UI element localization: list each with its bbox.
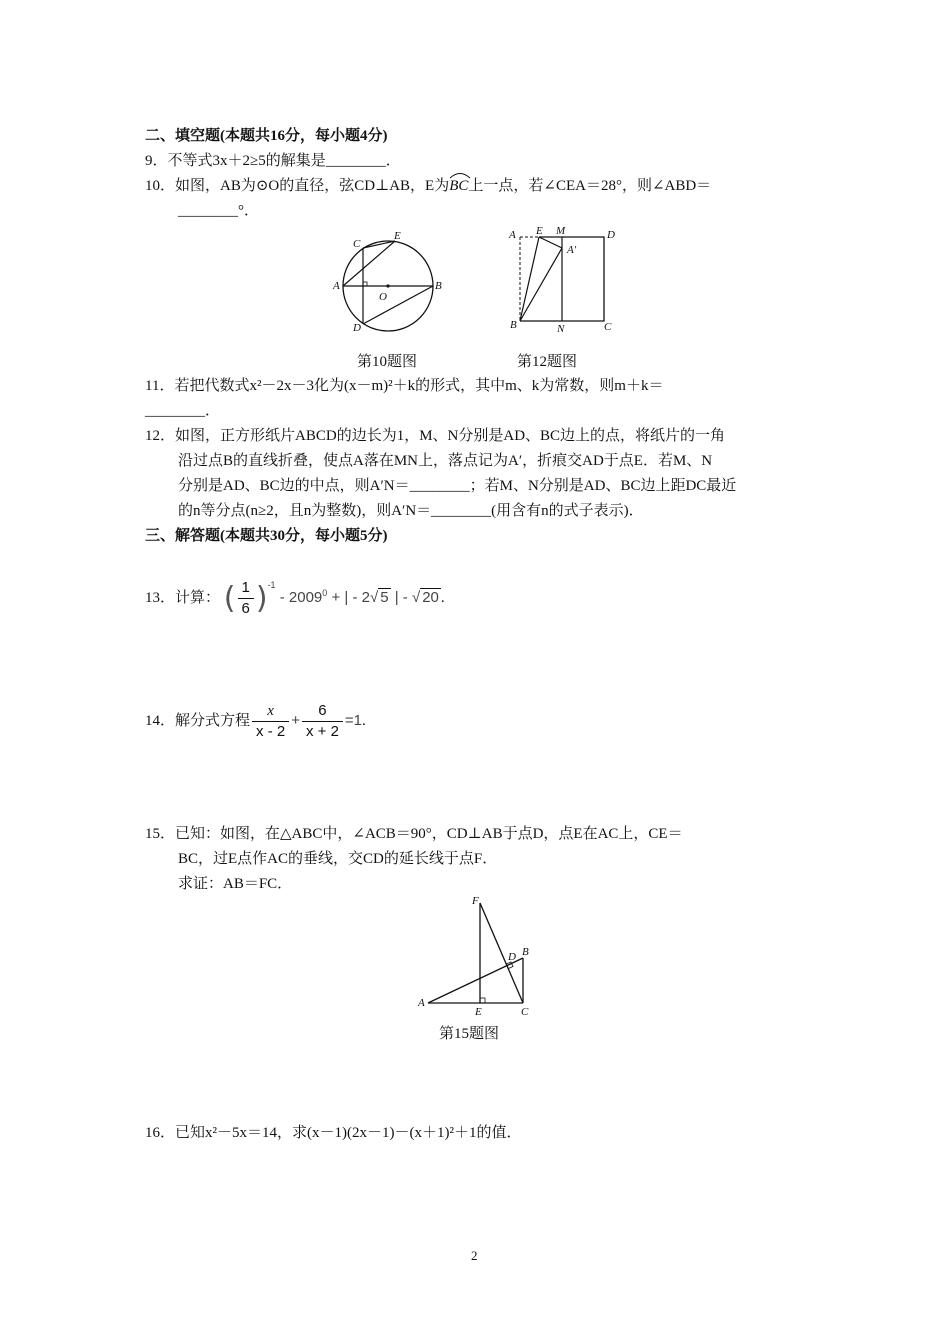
question-text: 不等式3x＋2≥5的解集是________． — [167, 153, 401, 169]
figure-12 — [505, 224, 623, 336]
expr-part-a: - 2009 — [275, 589, 323, 606]
question-number: 15． — [145, 826, 176, 842]
expr-end: . — [440, 590, 445, 606]
exponent: -1 — [267, 580, 276, 590]
plus-sign: + — [291, 712, 300, 729]
question-10 — [145, 174, 810, 198]
right-angle-mark — [363, 282, 367, 286]
question-text: 已知x²－5x＝14，求(x－1)(2x－1)－(x＋1)²＋1的值． — [175, 1125, 522, 1141]
segment-ea-prime — [539, 237, 562, 248]
caption-figure-12: 第12题图 — [517, 354, 578, 370]
caption-figure-15: 第15题图 — [439, 1026, 500, 1042]
expr-part-b: + | - 2 — [327, 589, 370, 606]
question-11-answer-line: ________． — [145, 403, 221, 419]
sqrt-icon: √ — [411, 589, 421, 606]
label-m: M — [556, 225, 566, 237]
sqrt-icon: √ — [369, 589, 379, 606]
equals-one: =1 — [344, 712, 363, 729]
page-number: 2 — [471, 1248, 478, 1263]
question-text: 如图，AB为⊙O的直径，弦CD⊥AB，E为 — [175, 178, 450, 194]
question-number: 16． — [145, 1125, 176, 1141]
segment-ba-prime — [520, 248, 562, 321]
question-text-cont: 上一点，若∠CEA＝28°，则∠ABD＝ — [468, 178, 712, 194]
question-number: 14． — [145, 713, 176, 729]
label-b: B — [435, 280, 442, 292]
question-12-line-2: 沿过点B的直线折叠，使点A落在MN上，落点记为A′，折痕交AD于点E．若M、N — [178, 453, 713, 469]
question-13 — [145, 562, 810, 621]
radicand-20: 20 — [422, 589, 439, 606]
label-a-prime: A′ — [567, 244, 577, 256]
label-d: D — [353, 322, 361, 334]
question-text: 已知：如图，在△ABC中，∠ACB＝90°，CD⊥AB于点D，点E在AC上，CE＝ — [175, 826, 683, 842]
label-b: B — [510, 319, 517, 331]
question-16 — [145, 1121, 810, 1145]
question-number: 13． — [145, 590, 176, 606]
fraction-one-sixth: $\frac{1}{6}$ — [238, 578, 254, 619]
section-2-heading: 二、填空题(本题共16分，每小题4分) — [145, 128, 388, 144]
question-12-line-3: 分别是AD、BC边的中点，则A′N＝________；若M、N分别是AD、BC边上距DC最近 — [178, 478, 737, 494]
arc-bc: BC — [449, 174, 468, 198]
label-c: C — [521, 1006, 529, 1018]
figure-15 — [412, 893, 542, 1020]
label-e: E — [475, 1006, 482, 1018]
expr-end: . — [362, 713, 366, 729]
arc-mark-icon — [449, 171, 471, 179]
label-e: E — [394, 230, 401, 242]
question-15 — [145, 822, 810, 846]
question-number: 9． — [145, 153, 168, 169]
question-number: 12． — [145, 428, 176, 444]
right-paren-icon: ) — [255, 580, 268, 616]
label-a: A — [333, 280, 340, 292]
radicand-5: 5 — [380, 589, 389, 606]
question-12-line-4: 的n等分点(n≥2，且n为整数)，则A′N＝________(用含有n的式子表示)． — [178, 503, 644, 519]
segment-fc — [480, 903, 523, 1003]
section-3-heading: 三、解答题(本题共30分，每小题5分) — [145, 528, 388, 544]
question-text: 如图，正方形纸片ABCD的边长为1，M、N分别是AD、BC边上的点，将纸片的一角 — [175, 428, 726, 444]
question-label: 解分式方程 — [175, 713, 251, 729]
figure-10 — [325, 226, 450, 344]
label-d: D — [508, 951, 516, 963]
question-label: 计算： — [175, 590, 221, 606]
label-a: A — [418, 997, 425, 1009]
caption-figure-10: 第10题图 — [357, 354, 418, 370]
label-c: C — [353, 238, 361, 250]
question-11 — [145, 374, 810, 398]
zero-exponent: 0 — [322, 588, 328, 598]
question-15-line-3: 求证：AB＝FC． — [178, 876, 293, 892]
left-paren-icon: ( — [223, 580, 236, 616]
question-12 — [145, 424, 810, 448]
label-f: F — [472, 895, 479, 907]
fraction-x-over-x-minus-2: $\frac{x}{x - 2}$ — [252, 701, 289, 742]
label-d: D — [607, 229, 615, 241]
label-n: N — [557, 323, 565, 335]
question-14 — [145, 698, 810, 744]
fraction-6-over-x-plus-2: $\frac{6}{x + 2}$ — [302, 701, 343, 742]
label-b: B — [522, 946, 529, 958]
label-o: O — [379, 291, 387, 303]
question-number: 11． — [145, 378, 175, 394]
question-15-line-2: BC，过E点作AC的垂线，交CD的延长线于点F． — [178, 851, 498, 867]
question-text: 若把代数式x²－2x－3化为(x－m)²＋k的形式，其中m、k为常数，则m＋k＝ — [174, 378, 664, 394]
segment-ab — [428, 958, 523, 1003]
label-a: A — [509, 229, 516, 241]
segment-bd — [363, 286, 433, 324]
question-10-answer-line: ________°． — [178, 203, 259, 219]
segment-ea — [343, 241, 395, 286]
fold-be — [520, 237, 539, 321]
question-number: 10． — [145, 178, 176, 194]
center-point — [386, 284, 389, 287]
label-c: C — [604, 321, 612, 333]
expr-part-c: | - — [390, 589, 412, 606]
right-angle-mark-e — [480, 998, 485, 1003]
label-e: E — [536, 225, 543, 237]
question-9 — [145, 149, 810, 173]
